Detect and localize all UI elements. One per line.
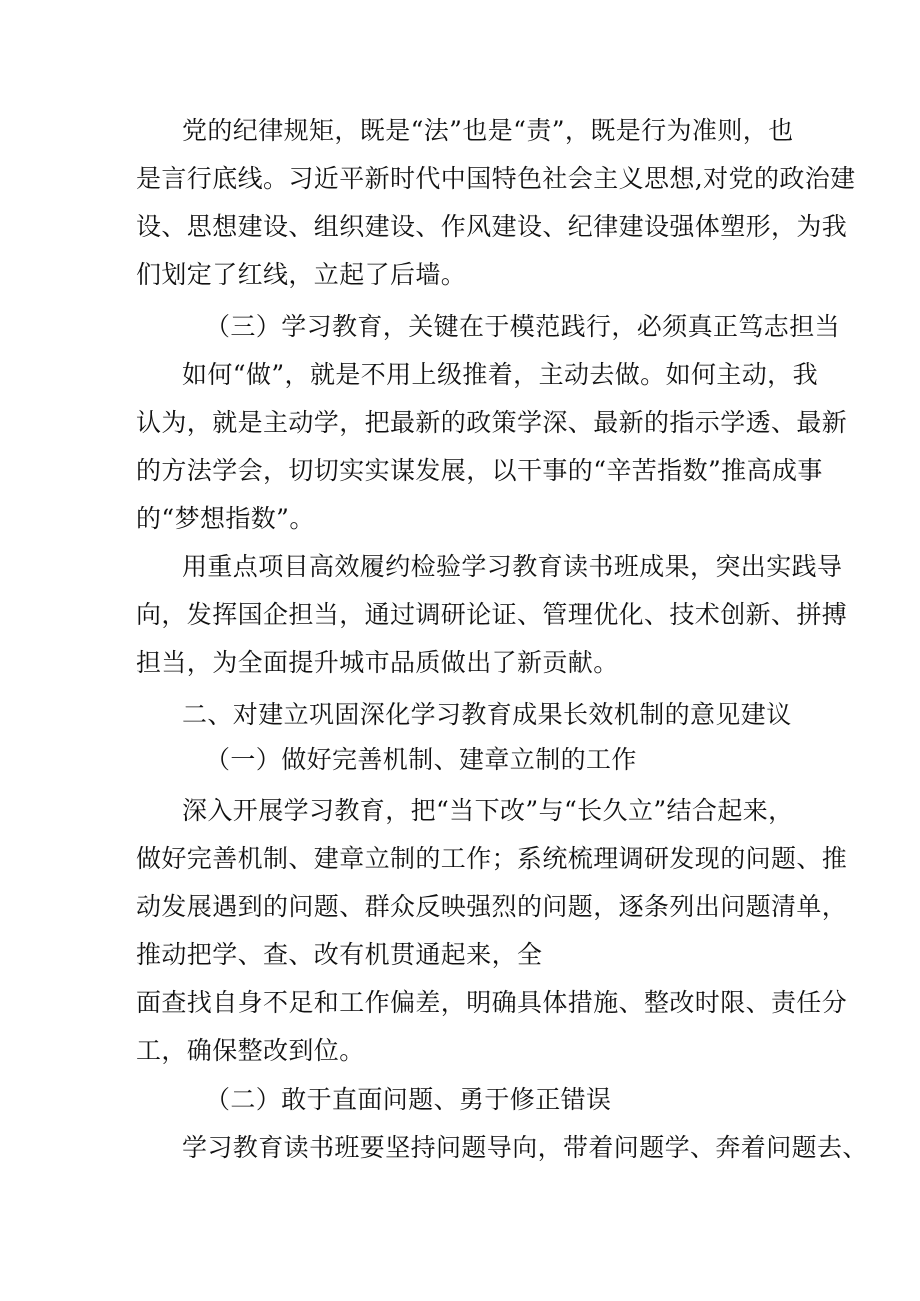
paragraph-4-line-4: 推动把学、查、改有机贯通起来，全 xyxy=(136,940,543,969)
paragraph-3-line-3: 担当，为全面提升城市品质做出了新贡献。 xyxy=(136,648,619,677)
paragraph-4-line-1: 深入开展学习教育，把“当下改”与“长久立”结合起来， xyxy=(182,796,794,825)
paragraph-3-line-1: 用重点项目高效履约检验学习教育读书班成果，突出实践导 xyxy=(182,552,843,581)
heading-part-2: 二、对建立巩固深化学习教育成果长效机制的意见建议 xyxy=(182,700,792,729)
paragraph-1-line-3: 设、思想建设、组织建设、作风建设、纪律建设强体塑形，为我 xyxy=(136,212,848,241)
paragraph-2-line-3: 的方法学会，切切实实谋发展，以干事的“辛苦指数”推高成事 xyxy=(136,456,823,485)
heading-section-3: （三）学习教育，关键在于模范践行，必须真正笃志担当 xyxy=(205,312,841,341)
paragraph-4-line-5: 面查找自身不足和工作偏差，明确具体措施、整改时限、责任分 xyxy=(136,988,848,1017)
paragraph-2-line-2: 认为，就是主动学，把最新的政策学深、最新的指示学透、最新 xyxy=(136,408,848,437)
heading-section-1: （一）做好完善机制、建章立制的工作 xyxy=(205,745,637,774)
paragraph-4-line-2: 做好完善机制、建章立制的工作；系统梳理调研发现的问题、推 xyxy=(136,844,848,873)
paragraph-1-line-2: 是言行底线。习近平新时代中国特色社会主义思想,对党的政治建 xyxy=(136,164,856,193)
paragraph-1-line-1: 党的纪律规矩，既是“法”也是“责”，既是行为准则，也 xyxy=(182,116,794,145)
paragraph-2-line-1: 如何“做”，就是不用上级推着，主动去做。如何主动，我 xyxy=(182,360,818,389)
paragraph-2-line-4: 的“梦想指数”。 xyxy=(136,504,315,533)
paragraph-4-line-3: 动发展遇到的问题、群众反映强烈的问题，逐条列出问题清单， xyxy=(136,892,848,921)
paragraph-5-line-1: 学习教育读书班要坚持问题导向，带着问题学、奔着问题去、 xyxy=(182,1133,868,1162)
paragraph-3-line-2: 向，发挥国企担当，通过调研论证、管理优化、技术创新、拼搏 xyxy=(136,600,848,629)
paragraph-1-line-4: 们划定了红线，立起了后墙。 xyxy=(136,260,467,289)
heading-section-2: （二）敢于直面问题、勇于修正错误 xyxy=(205,1085,612,1114)
paragraph-4-line-6: 工，确保整改到位。 xyxy=(136,1036,365,1065)
